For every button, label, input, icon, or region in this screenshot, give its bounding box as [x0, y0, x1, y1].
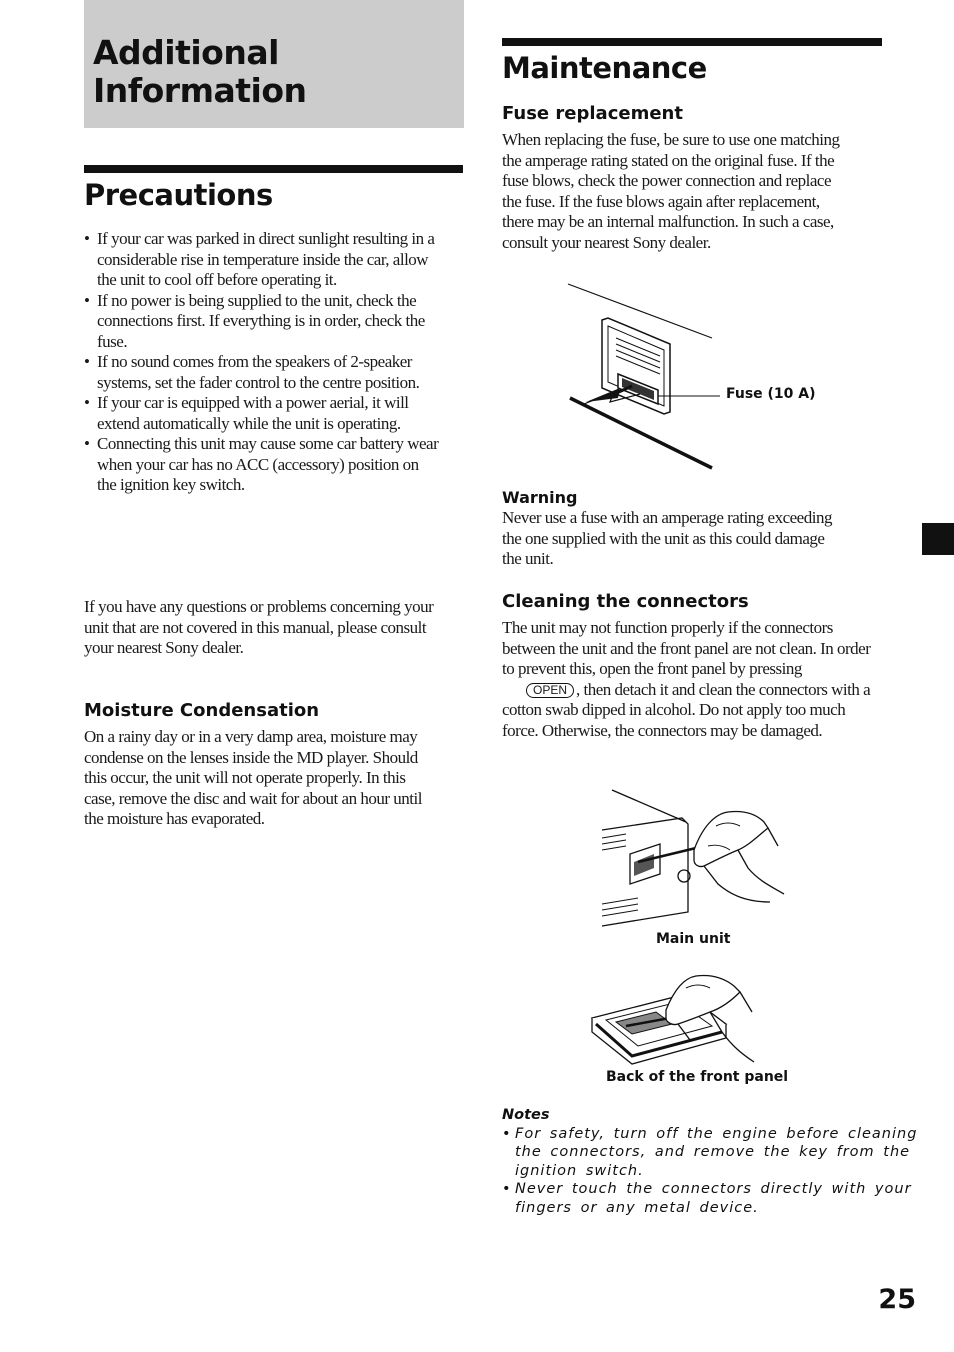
main-unit-caption: Main unit	[656, 931, 731, 947]
precaution-item: • If no power is being supplied to the unit, check the connections first. If everything is in order, check the fuse.	[84, 291, 440, 353]
warning-body: Never use a fuse with an amperage rating exceeding the one supplied with the unit as this could damage the unit.	[502, 508, 832, 568]
precaution-item: • Connecting this unit may cause some car battery wear when your car has no ACC (accessory) position on the ignition key switch.	[84, 434, 440, 496]
note-item: • For safety, turn off the engine before cleaning the connectors, and remove the key from the ignition switch.	[502, 1125, 918, 1181]
section-title: Additional Information	[93, 33, 307, 110]
precaution-item: • If your car was parked in direct sunlight resulting in a considerable rise in temperature inside the car, allow the unit to cool off before operating it.	[84, 229, 440, 291]
cleaning-title: Cleaning the connectors	[502, 591, 749, 612]
maintenance-rule	[502, 38, 882, 46]
cleaning-body-before: The unit may not function properly if the connectors between the unit and the front panel are not clean. In order to prevent this, open the front panel by pressing	[502, 618, 871, 678]
section-header-box	[84, 0, 464, 128]
moisture-body: On a rainy day or in a very damp area, moisture may condense on the lenses inside the MD player. Should this occur, the unit will not operate properly. In this case, remove the disc and wait for about an hour until the moisture has evaporated.	[84, 727, 422, 828]
precautions-closing: If you have any questions or problems concerning your unit that are not covered in this manual, please consult your nearest Sony dealer.	[84, 597, 434, 657]
precautions-title: Precautions	[84, 178, 273, 212]
precautions-list	[84, 229, 440, 496]
precautions-rule	[84, 165, 463, 173]
section-tab-marker	[922, 523, 954, 555]
precaution-item: • If no sound comes from the speakers of 2-speaker systems, set the fader control to the centre position.	[84, 352, 440, 393]
main-unit-figure	[598, 788, 790, 930]
front-panel-caption: Back of the front panel	[606, 1069, 789, 1085]
fuse-label: Fuse (10 A)	[726, 386, 816, 402]
fuse-title: Fuse replacement	[502, 103, 683, 124]
maintenance-title: Maintenance	[502, 51, 707, 85]
notes	[502, 1106, 918, 1217]
fuse-figure	[560, 280, 720, 475]
cleaning-body-after: , then detach it and clean the connectors with a cotton swab dipped in alcohol. Do not apply too much force. Otherwise, the connectors may be damaged.	[502, 679, 871, 740]
page-number: 25	[878, 1284, 916, 1315]
warning-title: Warning	[502, 488, 578, 507]
moisture-title: Moisture Condensation	[84, 700, 320, 721]
cleaning-body	[502, 618, 878, 741]
front-panel-figure	[586, 966, 758, 1070]
notes-title: Notes	[502, 1107, 550, 1123]
precaution-item: • If your car is equipped with a power aerial, it will extend automatically while the unit is operating.	[84, 393, 440, 434]
open-key-label: OPEN	[526, 683, 574, 698]
note-item: • Never touch the connectors directly with your fingers or any metal device.	[502, 1180, 918, 1217]
fuse-body: When replacing the fuse, be sure to use one matching the amperage rating stated on the original fuse. If the fuse blows, check the power connection and replace the fuse. If the fuse blows again after replacement, there may be an internal malfunction. In such a case, consult your nearest Sony dealer.	[502, 130, 840, 252]
